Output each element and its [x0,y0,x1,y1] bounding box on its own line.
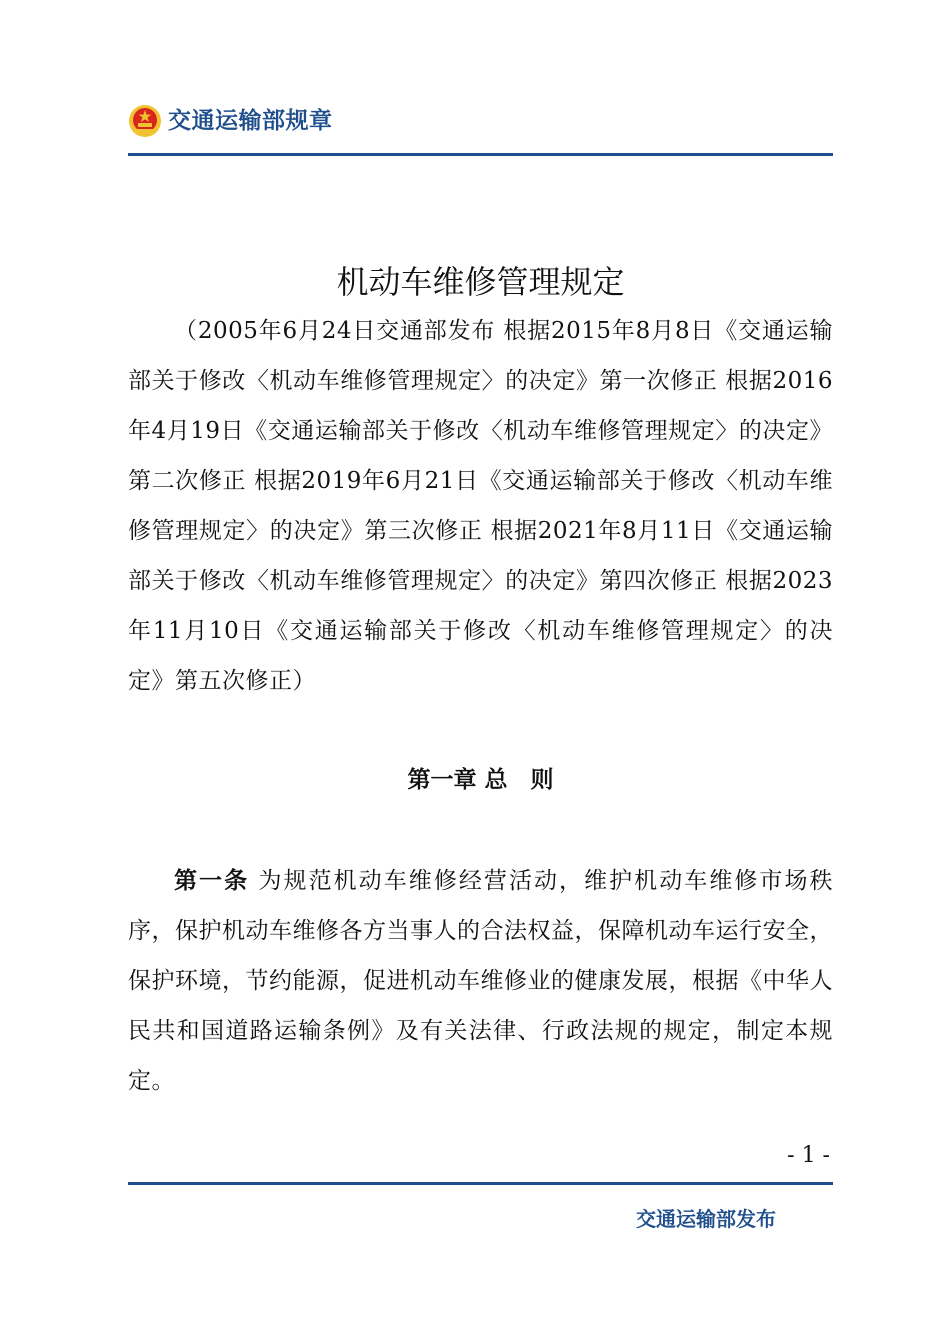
article-paragraph [128,856,833,1106]
page-number: - 1 - [787,1143,830,1168]
document-title: 机动车维修管理规定 [336,263,625,301]
header-divider [128,153,833,156]
article-label: 第一条 [174,868,250,894]
national-emblem-icon [128,104,162,138]
article-text: 为规范机动车维修经营活动，维护机动车维修市场秩序，保护机动车维修各方当事人的合法权益，保障机动车运行安全，保护环境，节约能源，促进机动车维修业的健康发展，根据《中华人民共和国道路运输条例》及有关法律、行政法规的规定，制定本规定。 [128,868,834,1094]
footer-publisher: 交通运输部发布 [636,1207,776,1231]
document-preamble: （2005年6月24日交通部发布 根据2015年8月8日《交通运输部关于修改〈机动车维修管理规定〉的决定》第一次修正 根据2016年4月19日《交通运输部关于修改〈机动车维修管理规定〉的决定》第二次修正 根据2019年6月21日《交通运输部关于修改〈机动车维修管理规定〉的决定》第三次修正 根据2021年8月11日《交通运输部关于修改〈机动车维修管理规定〉的决定》第四次修正 根据2023年11月10日《交通运输部关于修改〈机动车维修管理规定〉的决定》第五次修正） [128,318,833,694]
chapter-heading: 第一章 总 则 [407,767,554,793]
header-title: 交通运输部规章 [168,108,333,134]
footer-divider [128,1182,833,1185]
page-header [128,100,833,156]
